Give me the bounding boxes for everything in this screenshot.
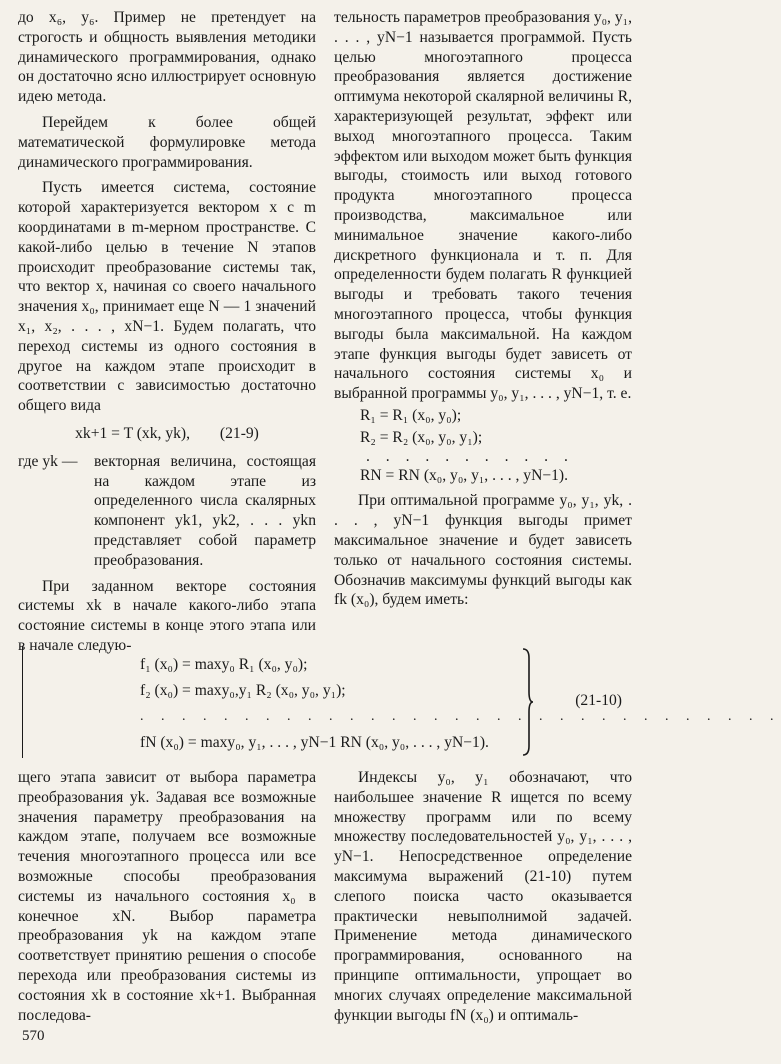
paragraph: Пусть имеется система, состояние которой характеризуется вектором x с m координатами в m-мерном пространстве. С какой-либо целью в течение N этапов происходит преобразование системы так, что вектор x, начиная со своего начального значения x₀, принимает еще N — 1 значений x₁, x₂, . . . , xN−1. Будем полагать, что переход системы из одного состояния в другое на каждом этапе происходит в соответствии с зависимостью достаточно общего вида [18, 179, 316, 415]
paragraph: При заданном векторе состояния системы xk в начале какого-либо этапа состояние системы в конце этого этапа или в начале следую- [18, 577, 316, 654]
paragraph: щего этапа зависит от выбора параметра преобразования yk. Задавая все возможные значения параметру преобразования на каждом этапе, получаем все возможные течения многоэтапного процесса или все возможные способы преобразования системы из начального состояния x₀ в конечное xN. Выбор параметра преобразования yk на каждом этапе соответствует принятию решения о способе перехода или преобразования системы из состояния xk в состояние xk+1. Выбранная последова- [18, 769, 316, 1024]
paragraph: Индексы y₀, y₁ обозначают, что наибольшее значение R ищется по всему множеству программ или по всему множеству последовательностей y₀, y₁, . . . , yN−1. Непосредственное определение максимума выражений (21-10) путем слепого поиска часто оказывается практически невыполнимой задачей. Применение метода динамического программирования, основанного на принципе оптимальности, упрощает во многих случаях определение максимальной функции выгоды fN (x₀) и оптималь- [334, 769, 632, 1024]
equation-left-bar [22, 646, 24, 758]
equation-formula: xk+1 = T (xk, yk), [75, 424, 190, 442]
right-column-top [334, 8, 632, 610]
right-brace-icon [522, 648, 534, 756]
paragraph: Перейдем к более общей математической формулировке метода динамического программирования. [18, 113, 316, 171]
equation-line: f₁ (x₀) = maxy₀ R₁ (x₀, y₀); [140, 656, 308, 673]
equation-21-10 [22, 646, 781, 760]
page-number: 570 [22, 1028, 45, 1044]
right-column-bottom [334, 768, 632, 1025]
paragraph: до x₆, y₆. Пример не претендует на строгость и общность выявления методики динамического программирования, однако он достаточно ясно иллюстрирует основную идею метода. [18, 9, 316, 106]
definition-yk [18, 452, 316, 571]
r-equation-dots: . . . . . . . . . . . [366, 447, 574, 465]
definition-lead: где yk — [18, 452, 78, 470]
equation-line: fN (x₀) = maxy₀, y₁, . . . , yN−1 RN (x₀, y₀, . . . , yN−1). [140, 734, 489, 751]
equation-dots: . . . . . . . . . . . . . . . . . . . . . . . . . . . . . . . [140, 709, 781, 724]
left-column-bottom [18, 768, 316, 1025]
left-column-top [18, 8, 316, 656]
r-equation: RN = RN (x₀, y₀, y₁, . . . , yN−1). [360, 466, 569, 484]
equation-lines [140, 652, 781, 756]
equation-number: (21-9) [219, 424, 259, 442]
equation-21-9 [18, 424, 316, 444]
definition-body: векторная величина, состоящая на каждом этапе из определенного числа скалярных компонент yk1, yk2, . . . ykn представляет собой параметр преобразования. [94, 452, 316, 569]
paragraph: тельность параметров преобразования y₀, y₁, . . . , yN−1 называется программой. Пусть целью многоэтапного процесса преобразования является достижение оптимума некоторой скалярной величины R, характеризующей результат, эффект или выход многоэтапного процесса. Таким эффектом или выходом может быть функция выгоды, стоимость или выход готового продукта многоэтапного процесса производства, максимальное или минимальное значение какого-либо дискретного функционала и т. п. Для определенности будем полагать R функцией выгоды и требовать такого течения многоэтапного процесса, чтобы функция выгоды была максимальной. На каждом этапе функция выгоды будет зависеть от начального состояния системы x₀ и выбранной программы y₀, y₁, . . . , yN−1, т. е. [334, 9, 632, 403]
r-equation: R₂ = R₂ (x₀, y₀, y₁); [360, 428, 483, 446]
equation-line: f₂ (x₀) = maxy₀,y₁ R₂ (x₀, y₀, y₁); [140, 682, 346, 699]
paragraph: При оптимальной программе y₀, y₁, yk, . . . , yN−1 функция выгоды примет максимальное значение и будет зависеть только от начального состояния системы. Обозначив максимумы функций выгоды как fk (x₀), будем иметь: [334, 492, 632, 609]
r-equation: R₁ = R₁ (x₀, y₀); [360, 406, 462, 424]
equation-number: (21-10) [575, 692, 622, 709]
